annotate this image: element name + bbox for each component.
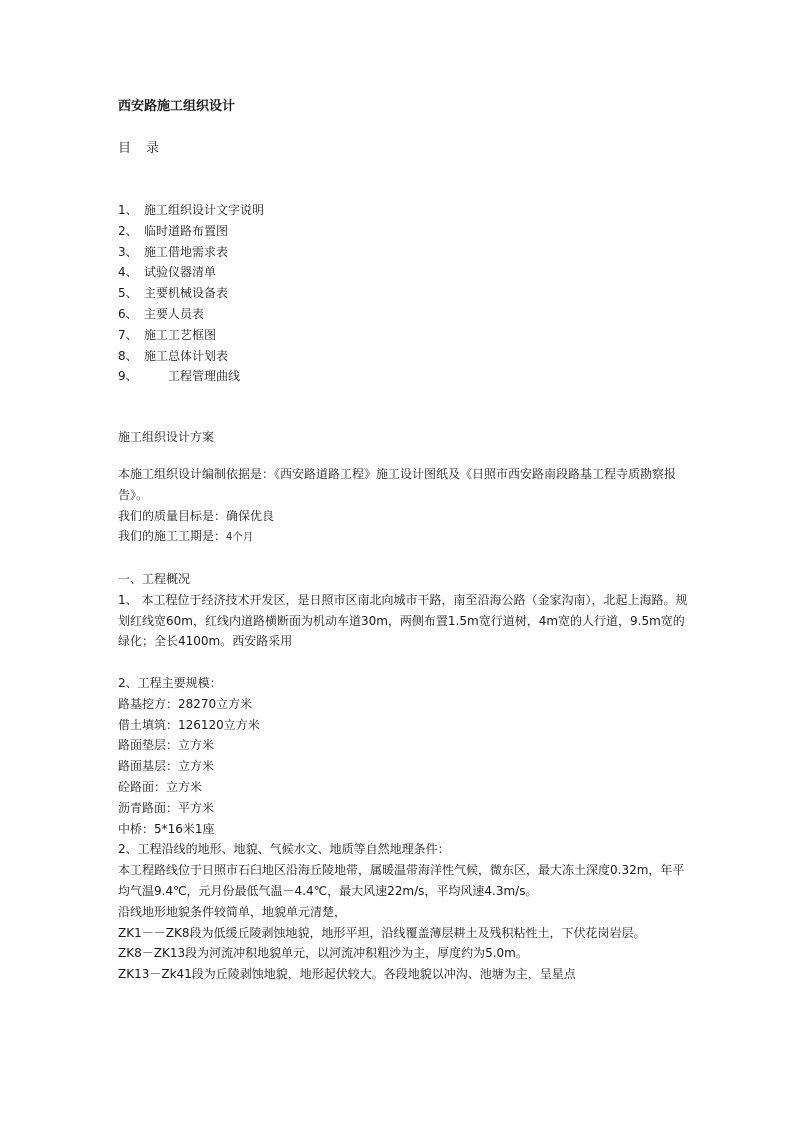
terrain-paragraph: 本工程路线位于日照市石臼地区沿海丘陵地带，属暖温带海洋性气候，微东区，最大冻土深度0.32m，年平均气温9.4℃，元月份最低气温－4.4℃，最大风速22m/s，平均风速4.3m/s。 [118,863,685,898]
toc-item: 9、 工程管理曲线 [118,369,241,384]
overview-heading: 一、工程概况 [118,571,191,586]
table-of-contents [118,200,264,387]
toc-heading-char-1: 目 [118,141,133,156]
document-title: 西安路施工组织设计 [118,99,236,114]
segment-paragraph: ZK8－ZK13段为河流冲积地貌单元，以河流冲积粗沙为主，厚度约为5.0m。 [118,946,528,961]
scale-item: 沥青路面：平方米 [118,800,215,815]
document-body [118,464,688,985]
toc-item: 7、 施工工艺框图 [118,327,217,342]
toc-item: 6、 主要人员表 [118,306,205,321]
quality-target: 我们的质量目标是：确保优良 [118,508,275,523]
toc-heading-char-2: 录 [146,141,161,156]
scale-item: 砼路面：立方米 [118,779,203,794]
scale-heading: 2、工程主要规模： [118,675,222,690]
toc-item: 4、 试验仪器清单 [118,265,217,280]
construction-period: 我们的施工工期是：4个月 [118,529,254,544]
section-title: 施工组织设计方案 [118,430,215,444]
scale-item: 路面垫层：立方米 [118,738,215,753]
overview-paragraph: 1、 本工程位于经济技术开发区，是日照市区南北向城市干路，南至沿海公路（金家沟南），北起上海路。规划红线宽60m，红线内道路横断面为机动车道30m，两侧布置1.5m宽行道树，4m宽的人行道，9.5m宽的绿化；全长4100m。西安路采用 [118,592,688,649]
segment-paragraph: ZK13－Zk41段为丘陵剥蚀地貌，地形起伏较大。各段地貌以冲沟、池塘为主，呈星点 [118,967,576,982]
toc-heading [118,139,160,160]
terrain-heading: 2、工程沿线的地形、地貌、气候水文、地质等自然地理条件： [118,842,450,857]
terrain-simple: 沿线地形地貌条件较简单，地貌单元清楚， [118,904,347,919]
toc-item: 5、 主要机械设备表 [118,286,229,301]
scale-item: 路面基层：立方米 [118,759,215,774]
scale-item: 借土填筑：126120立方米 [118,717,260,732]
segment-paragraph: ZK1－－ZK8段为低缓丘陵剥蚀地貌，地形平坦，沿线覆盖薄层耕土及残积粘性土，下伏花岗岩层。 [118,925,646,940]
toc-item: 1、 施工组织设计文字说明 [118,203,265,217]
toc-item: 2、 临时道路布置图 [118,223,229,238]
scale-item: 中桥：5*16米1座 [118,821,215,836]
scale-item: 路基挖方：28270立方米 [118,696,253,711]
intro-paragraph: 本施工组织设计编制依据是：《西安路道路工程》施工设计图纸及《日照市西安路南段路基工程寺质勘察报告》。 [118,467,677,502]
toc-item: 8、 施工总体计划表 [118,348,229,363]
toc-item: 3、 施工借地需求表 [118,244,229,259]
